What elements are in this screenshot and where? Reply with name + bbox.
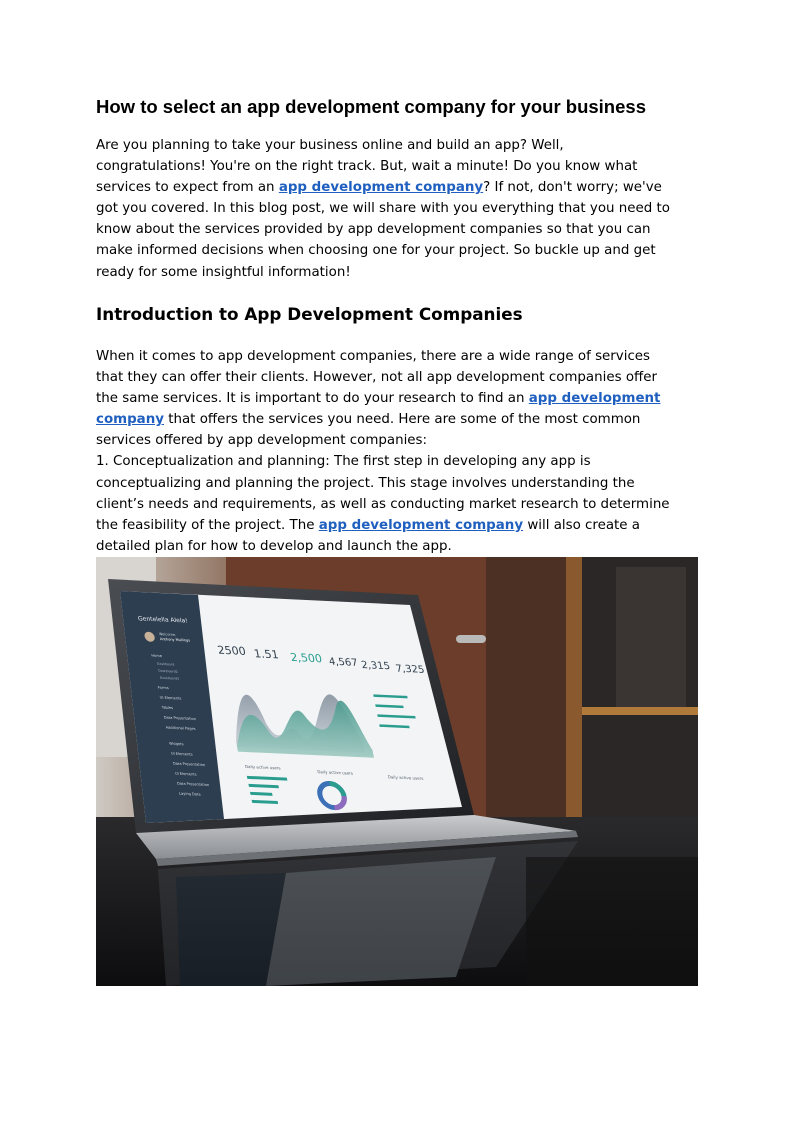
- svg-text:Daily active users: Daily active users: [387, 774, 424, 781]
- app-development-link[interactable]: app development: [528, 391, 661, 407]
- svg-text:1.51: 1.51: [252, 647, 280, 662]
- text-line: know about the services provided by app development companies so that you can: [96, 222, 651, 238]
- text-line: the same services. It is important to do your research to find an app development: [96, 391, 661, 407]
- text-line: client’s needs and requirements, as well as conducting market research to determine: [96, 496, 670, 512]
- laptop-photo-illustration: [96, 557, 698, 986]
- svg-text:Data Presentation: Data Presentation: [172, 761, 206, 768]
- svg-text:Daily active users: Daily active users: [244, 763, 281, 771]
- text-line: When it comes to app development companies, there are a wide range of services: [96, 349, 651, 364]
- section-heading: Introduction to App Development Companies: [96, 304, 523, 324]
- svg-text:Home: Home: [151, 653, 163, 659]
- svg-text:2,315: 2,315: [360, 660, 392, 673]
- page-title: How to select an app development company for your business: [96, 96, 646, 117]
- text-line: that they can offer their clients. However, not all app development companies offer: [96, 370, 657, 386]
- svg-text:2500: 2500: [216, 643, 247, 658]
- text-line: detailed plan for how to develop and launch the app.: [96, 538, 452, 554]
- text-line: make informed decisions when choosing one for your project. So buckle up and get: [96, 243, 656, 259]
- text-line: got you covered. In this blog post, we will share with you everything that you need to: [96, 201, 670, 217]
- svg-text:Dashboard3: Dashboard3: [159, 675, 180, 681]
- app-development-company-link-2[interactable]: app development company: [318, 517, 524, 533]
- svg-text:Widgets: Widgets: [168, 741, 184, 747]
- svg-text:Additional Pages: Additional Pages: [165, 725, 196, 731]
- svg-text:Dashboard2: Dashboard2: [158, 668, 179, 674]
- svg-text:2,500: 2,500: [289, 651, 324, 666]
- text-line: congratulations! You're on the right track. But, wait a minute! Do you know what: [96, 159, 638, 175]
- laptop-dashboard-photo: [96, 557, 698, 986]
- svg-text:Anthony Mullings: Anthony Mullings: [159, 637, 191, 643]
- svg-text:UI Elements: UI Elements: [170, 751, 193, 757]
- svg-text:Data Presentation: Data Presentation: [163, 715, 197, 722]
- text-line: 1. Conceptualization and planning: The first step in developing any app is: [96, 454, 591, 470]
- text-line: the feasibility of the project. The app development company will also create a: [96, 517, 641, 533]
- text-line: Are you planning to take your business online and build an app? Well,: [96, 138, 564, 153]
- text-line: ready for some insightful information!: [96, 264, 351, 280]
- dashboard-brand: Gentelella Alela!: [137, 615, 189, 625]
- intro-paragraph: [96, 135, 698, 283]
- svg-text:4,567: 4,567: [328, 656, 359, 669]
- svg-text:Daily active users: Daily active users: [316, 769, 354, 776]
- text-line: services to expect from an app development company? If not, don't worry; we've: [96, 180, 662, 196]
- text-line: services offered by app development companies:: [96, 433, 428, 449]
- svg-text:Welcome,: Welcome,: [158, 632, 177, 637]
- svg-text:Tables: Tables: [161, 705, 174, 711]
- svg-text:Laying Data: Laying Data: [178, 791, 201, 797]
- svg-text:Data Presentation: Data Presentation: [176, 781, 210, 788]
- svg-text:7,325: 7,325: [394, 663, 426, 676]
- text-line: company that offers the services you need. Here are some of the most common: [96, 412, 641, 428]
- text-line: conceptualizing and planning the project. This stage involves understanding the: [96, 475, 635, 491]
- app-development-company-link[interactable]: app development company: [278, 180, 484, 196]
- svg-text:UI Elements: UI Elements: [159, 695, 182, 701]
- section-paragraph: [96, 346, 698, 557]
- company-link[interactable]: company: [96, 412, 164, 428]
- svg-text:UI Elements: UI Elements: [174, 771, 197, 777]
- svg-text:Forms: Forms: [157, 685, 170, 691]
- svg-text:Dashboard: Dashboard: [156, 661, 175, 667]
